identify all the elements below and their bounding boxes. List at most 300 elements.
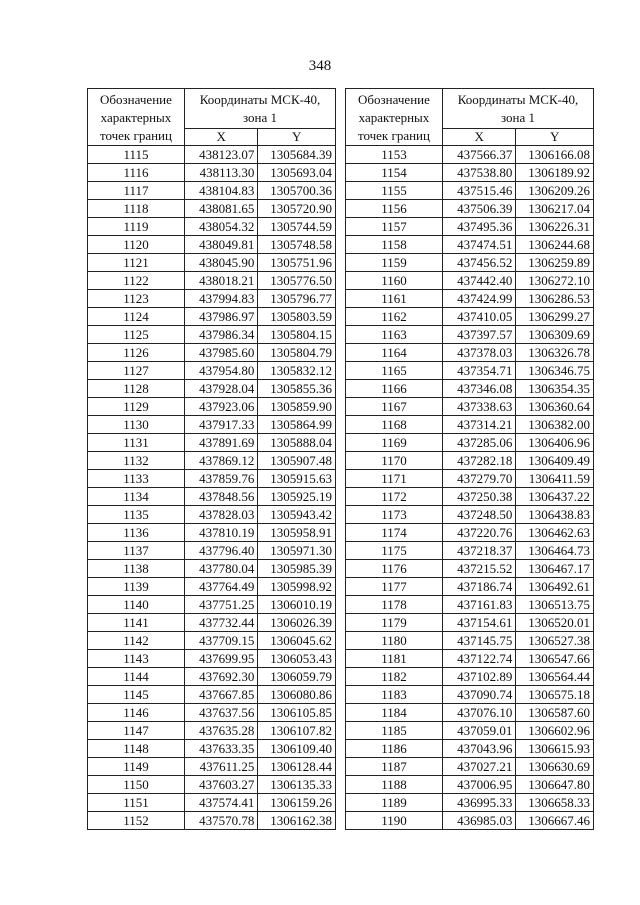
table-row	[88, 326, 336, 344]
point-number-cell: 1133	[88, 470, 185, 488]
y-coordinate-cell: 1306326.78	[516, 344, 594, 362]
x-coordinate-cell: 438018.21	[184, 272, 257, 290]
y-coordinate-cell: 1306527.38	[516, 632, 594, 650]
table-row	[346, 308, 594, 326]
point-number-cell: 1188	[346, 776, 443, 794]
table-row	[346, 362, 594, 380]
page-number: 348	[308, 58, 332, 74]
coords-group-line2: зона 1	[242, 110, 277, 126]
point-number-cell: 1141	[88, 614, 185, 632]
y-coordinate-cell: 1306409.49	[516, 452, 594, 470]
point-number-cell: 1132	[88, 452, 185, 470]
y-coordinate-cell: 1305804.15	[258, 326, 336, 344]
y-coordinate-cell: 1305971.30	[258, 542, 336, 560]
x-coordinate-cell: 438113.30	[184, 164, 257, 182]
table-row	[346, 146, 594, 164]
table-row	[346, 596, 594, 614]
x-coordinate-cell: 437314.21	[442, 416, 515, 434]
x-coordinate-cell: 437456.52	[442, 254, 515, 272]
y-coordinate-cell: 1305985.39	[258, 560, 336, 578]
point-number-cell: 1130	[88, 416, 185, 434]
point-number-cell: 1119	[88, 218, 185, 236]
y-coordinate-cell: 1306080.86	[258, 686, 336, 704]
point-number-cell: 1126	[88, 344, 185, 362]
x-coordinate-cell: 437709.15	[184, 632, 257, 650]
table-row	[346, 524, 594, 542]
point-number-cell: 1154	[346, 164, 443, 182]
x-coordinate-cell: 437780.04	[184, 560, 257, 578]
point-number-cell: 1181	[346, 650, 443, 668]
point-number-cell: 1176	[346, 560, 443, 578]
x-coordinate-cell: 437570.78	[184, 812, 257, 830]
x-coordinate-cell: 437186.74	[442, 578, 515, 596]
x-coordinate-cell: 437076.10	[442, 704, 515, 722]
x-coordinate-cell: 437474.51	[442, 236, 515, 254]
x-coordinate-cell: 437515.46	[442, 182, 515, 200]
table-row	[88, 632, 336, 650]
x-coordinate-cell: 437495.36	[442, 218, 515, 236]
y-coordinate-cell: 1306189.92	[516, 164, 594, 182]
table-row	[346, 416, 594, 434]
x-coordinate-cell: 437410.05	[442, 308, 515, 326]
y-coordinate-cell: 1305720.90	[258, 200, 336, 218]
y-coordinate-cell: 1306059.79	[258, 668, 336, 686]
y-coordinate-cell: 1306159.26	[258, 794, 336, 812]
y-coordinate-cell: 1306438.83	[516, 506, 594, 524]
x-coordinate-cell: 437994.83	[184, 290, 257, 308]
point-number-cell: 1175	[346, 542, 443, 560]
point-number-cell: 1159	[346, 254, 443, 272]
y-header: Y	[258, 128, 336, 145]
table-row	[346, 452, 594, 470]
point-number-cell: 1158	[346, 236, 443, 254]
x-coordinate-cell: 437279.70	[442, 470, 515, 488]
point-number-cell: 1144	[88, 668, 185, 686]
y-coordinate-cell: 1306105.85	[258, 704, 336, 722]
point-number-cell: 1140	[88, 596, 185, 614]
y-coordinate-cell: 1306382.00	[516, 416, 594, 434]
table-row	[88, 812, 336, 830]
table-row	[88, 434, 336, 452]
table-row	[88, 344, 336, 362]
y-coordinate-cell: 1306162.38	[258, 812, 336, 830]
x-coordinate-cell: 437282.18	[442, 452, 515, 470]
table-row	[346, 686, 594, 704]
table-row	[88, 722, 336, 740]
table-row	[88, 506, 336, 524]
x-coordinate-cell: 437611.25	[184, 758, 257, 776]
point-number-cell: 1185	[346, 722, 443, 740]
point-number-cell: 1169	[346, 434, 443, 452]
point-number-cell: 1148	[88, 740, 185, 758]
table-row	[88, 776, 336, 794]
x-coordinate-cell: 437006.95	[442, 776, 515, 794]
point-number-cell: 1123	[88, 290, 185, 308]
x-header: X	[184, 128, 257, 145]
y-coordinate-cell: 1305804.79	[258, 344, 336, 362]
y-coordinate-cell: 1306464.73	[516, 542, 594, 560]
point-number-cell: 1187	[346, 758, 443, 776]
point-number-cell: 1182	[346, 668, 443, 686]
point-number-cell: 1164	[346, 344, 443, 362]
x-coordinate-cell: 437891.69	[184, 434, 257, 452]
x-coordinate-cell: 437218.37	[442, 542, 515, 560]
point-number-cell: 1180	[346, 632, 443, 650]
x-coordinate-cell: 437346.08	[442, 380, 515, 398]
x-coordinate-cell: 438104.83	[184, 182, 257, 200]
x-coordinate-cell: 437215.52	[442, 560, 515, 578]
x-coordinate-cell: 437986.97	[184, 308, 257, 326]
y-coordinate-cell: 1306026.39	[258, 614, 336, 632]
table-row	[346, 614, 594, 632]
x-coordinate-cell: 437574.41	[184, 794, 257, 812]
x-coordinate-cell: 437354.71	[442, 362, 515, 380]
table-row	[346, 164, 594, 182]
y-coordinate-cell: 1305693.04	[258, 164, 336, 182]
x-coordinate-cell: 437637.56	[184, 704, 257, 722]
y-coordinate-cell: 1305744.59	[258, 218, 336, 236]
table-row	[346, 398, 594, 416]
designation-header-line1: Обозначение	[100, 92, 172, 107]
y-coordinate-cell: 1305832.12	[258, 362, 336, 380]
x-coordinate-cell: 438045.90	[184, 254, 257, 272]
x-coordinate-cell: 436995.33	[442, 794, 515, 812]
table-row	[346, 326, 594, 344]
y-coordinate-cell: 1306360.64	[516, 398, 594, 416]
point-number-cell: 1122	[88, 272, 185, 290]
x-coordinate-cell: 437923.06	[184, 398, 257, 416]
y-coordinate-cell: 1305864.99	[258, 416, 336, 434]
x-coordinate-cell: 438049.81	[184, 236, 257, 254]
y-coordinate-cell: 1306658.33	[516, 794, 594, 812]
table-row	[346, 794, 594, 812]
table-row	[346, 704, 594, 722]
x-coordinate-cell: 437810.19	[184, 524, 257, 542]
point-number-cell: 1186	[346, 740, 443, 758]
y-coordinate-cell: 1306107.82	[258, 722, 336, 740]
x-coordinate-cell: 436985.03	[442, 812, 515, 830]
table-row	[88, 740, 336, 758]
point-number-cell: 1152	[88, 812, 185, 830]
x-coordinate-cell: 437635.28	[184, 722, 257, 740]
y-coordinate-cell: 1306437.22	[516, 488, 594, 506]
point-number-cell: 1153	[346, 146, 443, 164]
table-row	[346, 182, 594, 200]
point-number-cell: 1127	[88, 362, 185, 380]
table-row	[346, 254, 594, 272]
point-number-cell: 1156	[346, 200, 443, 218]
y-coordinate-cell: 1306520.01	[516, 614, 594, 632]
y-coordinate-cell: 1305958.91	[258, 524, 336, 542]
x-coordinate-cell: 437848.56	[184, 488, 257, 506]
table-row	[88, 182, 336, 200]
x-coordinate-cell: 437985.60	[184, 344, 257, 362]
designation-header-line3: точек границ	[357, 128, 430, 143]
x-coordinate-cell: 437090.74	[442, 686, 515, 704]
table-row	[346, 200, 594, 218]
coordinates-table-left	[87, 88, 336, 830]
table-row	[346, 506, 594, 524]
x-coordinate-cell: 437102.89	[442, 668, 515, 686]
point-number-cell: 1150	[88, 776, 185, 794]
point-number-cell: 1162	[346, 308, 443, 326]
x-coordinate-cell: 437954.80	[184, 362, 257, 380]
x-coordinate-cell: 437828.03	[184, 506, 257, 524]
table-row	[346, 470, 594, 488]
y-coordinate-cell: 1305796.77	[258, 290, 336, 308]
x-coordinate-cell: 437566.37	[442, 146, 515, 164]
y-coordinate-cell: 1305751.96	[258, 254, 336, 272]
designation-header	[88, 89, 185, 146]
point-number-cell: 1157	[346, 218, 443, 236]
point-number-cell: 1174	[346, 524, 443, 542]
table-row	[346, 560, 594, 578]
point-number-cell: 1173	[346, 506, 443, 524]
table-row	[346, 290, 594, 308]
point-number-cell: 1124	[88, 308, 185, 326]
point-number-cell: 1155	[346, 182, 443, 200]
point-number-cell: 1168	[346, 416, 443, 434]
y-coordinate-cell: 1305855.36	[258, 380, 336, 398]
y-coordinate-cell: 1306217.04	[516, 200, 594, 218]
x-coordinate-cell: 437506.39	[442, 200, 515, 218]
table-row	[88, 416, 336, 434]
x-coordinate-cell: 437869.12	[184, 452, 257, 470]
point-number-cell: 1149	[88, 758, 185, 776]
table-row	[88, 236, 336, 254]
table-row	[346, 236, 594, 254]
y-coordinate-cell: 1305748.58	[258, 236, 336, 254]
x-coordinate-cell: 437122.74	[442, 650, 515, 668]
x-coordinate-cell: 437538.80	[442, 164, 515, 182]
y-coordinate-cell: 1306587.60	[516, 704, 594, 722]
x-coordinate-cell: 437397.57	[442, 326, 515, 344]
y-coordinate-cell: 1305684.39	[258, 146, 336, 164]
table-row	[346, 380, 594, 398]
x-coordinate-cell: 437796.40	[184, 542, 257, 560]
coords-group-header	[442, 89, 593, 129]
table-row	[88, 488, 336, 506]
y-coordinate-cell: 1305700.36	[258, 182, 336, 200]
x-coordinate-cell: 437161.83	[442, 596, 515, 614]
point-number-cell: 1138	[88, 560, 185, 578]
table-row	[346, 740, 594, 758]
y-coordinate-cell: 1306615.93	[516, 740, 594, 758]
y-coordinate-cell: 1306166.08	[516, 146, 594, 164]
table-row	[88, 290, 336, 308]
point-number-cell: 1190	[346, 812, 443, 830]
y-coordinate-cell: 1306346.75	[516, 362, 594, 380]
table-row	[88, 542, 336, 560]
point-number-cell: 1125	[88, 326, 185, 344]
x-coordinate-cell: 437699.95	[184, 650, 257, 668]
y-coordinate-cell: 1306272.10	[516, 272, 594, 290]
table-row	[88, 668, 336, 686]
table-row	[88, 560, 336, 578]
y-coordinate-cell: 1305776.50	[258, 272, 336, 290]
point-number-cell: 1139	[88, 578, 185, 596]
y-coordinate-cell: 1306010.19	[258, 596, 336, 614]
x-header: X	[442, 128, 515, 145]
y-coordinate-cell: 1306647.80	[516, 776, 594, 794]
point-number-cell: 1151	[88, 794, 185, 812]
point-number-cell: 1137	[88, 542, 185, 560]
x-coordinate-cell: 437043.96	[442, 740, 515, 758]
y-coordinate-cell: 1305925.19	[258, 488, 336, 506]
y-coordinate-cell: 1306135.33	[258, 776, 336, 794]
y-coordinate-cell: 1306259.89	[516, 254, 594, 272]
designation-header	[346, 89, 443, 146]
table-row	[88, 578, 336, 596]
table-row	[88, 146, 336, 164]
x-coordinate-cell: 437917.33	[184, 416, 257, 434]
point-number-cell: 1170	[346, 452, 443, 470]
y-coordinate-cell: 1306467.17	[516, 560, 594, 578]
table-row	[88, 398, 336, 416]
table-row	[88, 218, 336, 236]
point-number-cell: 1161	[346, 290, 443, 308]
point-number-cell: 1184	[346, 704, 443, 722]
point-number-cell: 1131	[88, 434, 185, 452]
table-row	[346, 542, 594, 560]
y-coordinate-cell: 1306547.66	[516, 650, 594, 668]
y-coordinate-cell: 1305915.63	[258, 470, 336, 488]
y-header: Y	[516, 128, 594, 145]
point-number-cell: 1146	[88, 704, 185, 722]
point-number-cell: 1136	[88, 524, 185, 542]
table-row	[346, 632, 594, 650]
table-row	[88, 452, 336, 470]
table-row	[346, 578, 594, 596]
x-coordinate-cell: 438123.07	[184, 146, 257, 164]
y-coordinate-cell: 1306564.44	[516, 668, 594, 686]
y-coordinate-cell: 1306411.59	[516, 470, 594, 488]
designation-header-line2: характерных	[100, 110, 172, 125]
point-number-cell: 1121	[88, 254, 185, 272]
table-row	[88, 254, 336, 272]
y-coordinate-cell: 1306575.18	[516, 686, 594, 704]
table-row	[346, 668, 594, 686]
table-row	[88, 308, 336, 326]
table-row	[88, 164, 336, 182]
y-coordinate-cell: 1306109.40	[258, 740, 336, 758]
x-coordinate-cell: 438054.32	[184, 218, 257, 236]
y-coordinate-cell: 1306602.96	[516, 722, 594, 740]
table-row	[346, 812, 594, 830]
y-coordinate-cell: 1306128.44	[258, 758, 336, 776]
table-row	[88, 614, 336, 632]
table-row	[346, 218, 594, 236]
point-number-cell: 1143	[88, 650, 185, 668]
x-coordinate-cell: 437059.01	[442, 722, 515, 740]
table-row	[88, 362, 336, 380]
y-coordinate-cell: 1306299.27	[516, 308, 594, 326]
x-coordinate-cell: 437633.35	[184, 740, 257, 758]
table-row	[346, 650, 594, 668]
table-body-right	[346, 146, 594, 830]
y-coordinate-cell: 1306309.69	[516, 326, 594, 344]
x-coordinate-cell: 437027.21	[442, 758, 515, 776]
y-coordinate-cell: 1306226.31	[516, 218, 594, 236]
table-row	[88, 200, 336, 218]
y-coordinate-cell: 1306513.75	[516, 596, 594, 614]
x-coordinate-cell: 437667.85	[184, 686, 257, 704]
x-coordinate-cell: 437424.99	[442, 290, 515, 308]
x-coordinate-cell: 437378.03	[442, 344, 515, 362]
point-number-cell: 1135	[88, 506, 185, 524]
y-coordinate-cell: 1305859.90	[258, 398, 336, 416]
x-coordinate-cell: 437338.63	[442, 398, 515, 416]
table-row	[88, 650, 336, 668]
x-coordinate-cell: 437751.25	[184, 596, 257, 614]
point-number-cell: 1142	[88, 632, 185, 650]
y-coordinate-cell: 1306354.35	[516, 380, 594, 398]
table-body-left	[88, 146, 336, 830]
point-number-cell: 1165	[346, 362, 443, 380]
x-coordinate-cell: 437692.30	[184, 668, 257, 686]
table-row	[88, 794, 336, 812]
point-number-cell: 1115	[88, 146, 185, 164]
table-row	[346, 434, 594, 452]
point-number-cell: 1134	[88, 488, 185, 506]
table-row	[88, 380, 336, 398]
coords-group-line2: зона 1	[500, 110, 535, 126]
y-coordinate-cell: 1305888.04	[258, 434, 336, 452]
y-coordinate-cell: 1305943.42	[258, 506, 336, 524]
x-coordinate-cell: 437732.44	[184, 614, 257, 632]
y-coordinate-cell: 1306286.53	[516, 290, 594, 308]
point-number-cell: 1167	[346, 398, 443, 416]
table-row	[346, 344, 594, 362]
table-row	[88, 704, 336, 722]
y-coordinate-cell: 1306462.63	[516, 524, 594, 542]
coords-group-line1: Координаты МСК-40,	[457, 92, 579, 108]
x-coordinate-cell: 438081.65	[184, 200, 257, 218]
x-coordinate-cell: 437250.38	[442, 488, 515, 506]
point-number-cell: 1147	[88, 722, 185, 740]
x-coordinate-cell: 437859.76	[184, 470, 257, 488]
y-coordinate-cell: 1306630.69	[516, 758, 594, 776]
table-row	[88, 686, 336, 704]
table-row	[346, 722, 594, 740]
y-coordinate-cell: 1306209.26	[516, 182, 594, 200]
y-coordinate-cell: 1305998.92	[258, 578, 336, 596]
point-number-cell: 1172	[346, 488, 443, 506]
point-number-cell: 1129	[88, 398, 185, 416]
table-row	[346, 272, 594, 290]
point-number-cell: 1116	[88, 164, 185, 182]
point-number-cell: 1178	[346, 596, 443, 614]
x-coordinate-cell: 437154.61	[442, 614, 515, 632]
designation-header-line1: Обозначение	[358, 92, 430, 107]
x-coordinate-cell: 437145.75	[442, 632, 515, 650]
y-coordinate-cell: 1306244.68	[516, 236, 594, 254]
table-row	[88, 470, 336, 488]
y-coordinate-cell: 1306045.62	[258, 632, 336, 650]
y-coordinate-cell: 1305907.48	[258, 452, 336, 470]
table-row	[88, 596, 336, 614]
point-number-cell: 1163	[346, 326, 443, 344]
coords-group-header	[184, 89, 335, 129]
designation-header-line2: характерных	[358, 110, 430, 125]
point-number-cell: 1145	[88, 686, 185, 704]
point-number-cell: 1179	[346, 614, 443, 632]
x-coordinate-cell: 437248.50	[442, 506, 515, 524]
x-coordinate-cell: 437442.40	[442, 272, 515, 290]
x-coordinate-cell: 437764.49	[184, 578, 257, 596]
point-number-cell: 1160	[346, 272, 443, 290]
point-number-cell: 1189	[346, 794, 443, 812]
